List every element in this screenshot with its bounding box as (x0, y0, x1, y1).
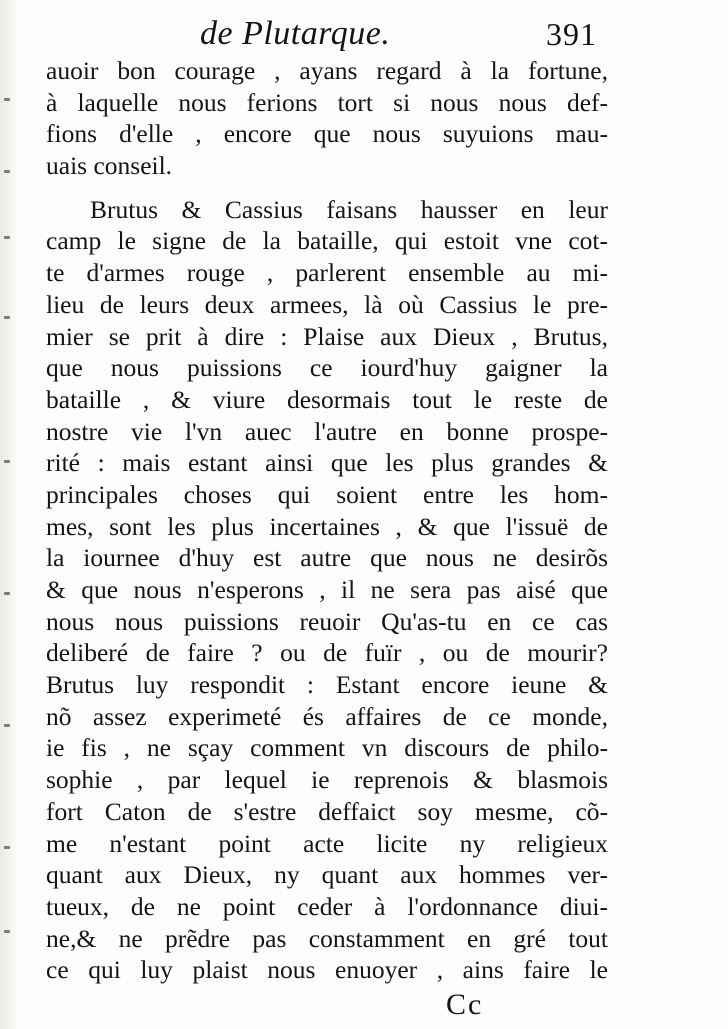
text-line: camp le signe de la bataille, qui estoit vne cot- (46, 226, 608, 256)
page-gutter (0, 0, 18, 1029)
text-line: la iournee d'huy est autre que nous ne desirõs (46, 543, 608, 573)
text-line: fort Caton de s'estre deffaict soy mesme, cõ- (46, 796, 608, 826)
gutter-speck (4, 592, 10, 595)
paragraph (46, 55, 608, 182)
body-text (46, 55, 608, 986)
paragraph-gap (46, 182, 608, 194)
text-line: ie fis , ne sçay comment vn discours de philo- (46, 733, 608, 763)
paragraph (46, 194, 608, 986)
text-line: te d'armes rouge , parlerent ensemble au mi- (46, 258, 608, 288)
gutter-speck (4, 98, 10, 101)
text-line: nõ assez experimeté és affaires de ce monde, (46, 701, 608, 731)
text-line: sophie , par lequel ie reprenois & blasmois (46, 765, 608, 795)
text-line: ce qui luy plaist nous enuoyer , ains faire le (46, 955, 608, 985)
text-line: à laquelle nous ferions tort si nous nous def- (46, 87, 608, 117)
text-line: que nous puissions ce iourd'huy gaigner la (46, 353, 608, 383)
text-line: auoir bon courage , ayans regard à la fortune, (46, 56, 608, 85)
page-header (0, 14, 728, 54)
text-line: me n'estant point acte licite ny religieux (46, 828, 608, 858)
text-line: quant aux Dieux, ny quant aux hommes ver- (46, 860, 608, 890)
gutter-speck (4, 460, 10, 463)
signature-mark: Cc (446, 988, 484, 1021)
page-number: 391 (546, 16, 597, 52)
text-line: fions d'elle , encore que nous suyuions mau- (46, 119, 608, 149)
text-line: uais conseil. (46, 151, 173, 181)
text-line: nostre vie l'vn auec l'autre en bonne prospe- (46, 416, 608, 446)
gutter-speck (4, 846, 10, 849)
gutter-speck (4, 236, 10, 239)
text-line: tueux, de ne point ceder à l'ordonnance diui- (46, 891, 608, 921)
running-title: de Plutarque. (200, 15, 391, 52)
gutter-speck (4, 724, 10, 727)
gutter-speck (4, 930, 10, 933)
text-line: principales choses qui soient entre les hom- (46, 479, 608, 509)
text-line: mes, sont les plus incertaines , & que l'issuë de (46, 511, 608, 541)
text-line: & que nous n'esperons , il ne sera pas aisé que (46, 575, 608, 604)
text-line: mier se prit à dire : Plaise aux Dieux , Brutus, (46, 321, 608, 351)
text-line: Brutus luy respondit : Estant encore ieune & (46, 670, 608, 700)
gutter-speck (4, 316, 10, 319)
text-line: bataille , & viure desormais tout le reste de (46, 384, 608, 414)
text-line: rité : mais estant ainsi que les plus grandes & (46, 448, 608, 478)
text-line: Brutus & Cassius faisans hausser en leur (90, 194, 608, 224)
text-line: ne,& ne prẽdre pas constamment en gré tout (46, 923, 608, 953)
gutter-speck (4, 170, 10, 173)
text-line: lieu de leurs deux armees, là où Cassius le pre- (46, 289, 608, 319)
text-line: nous nous puissions reuoir Qu'as-tu en ce cas (46, 606, 608, 636)
text-line: deliberé de faire ? ou de fuïr , ou de mourir? (46, 638, 608, 668)
